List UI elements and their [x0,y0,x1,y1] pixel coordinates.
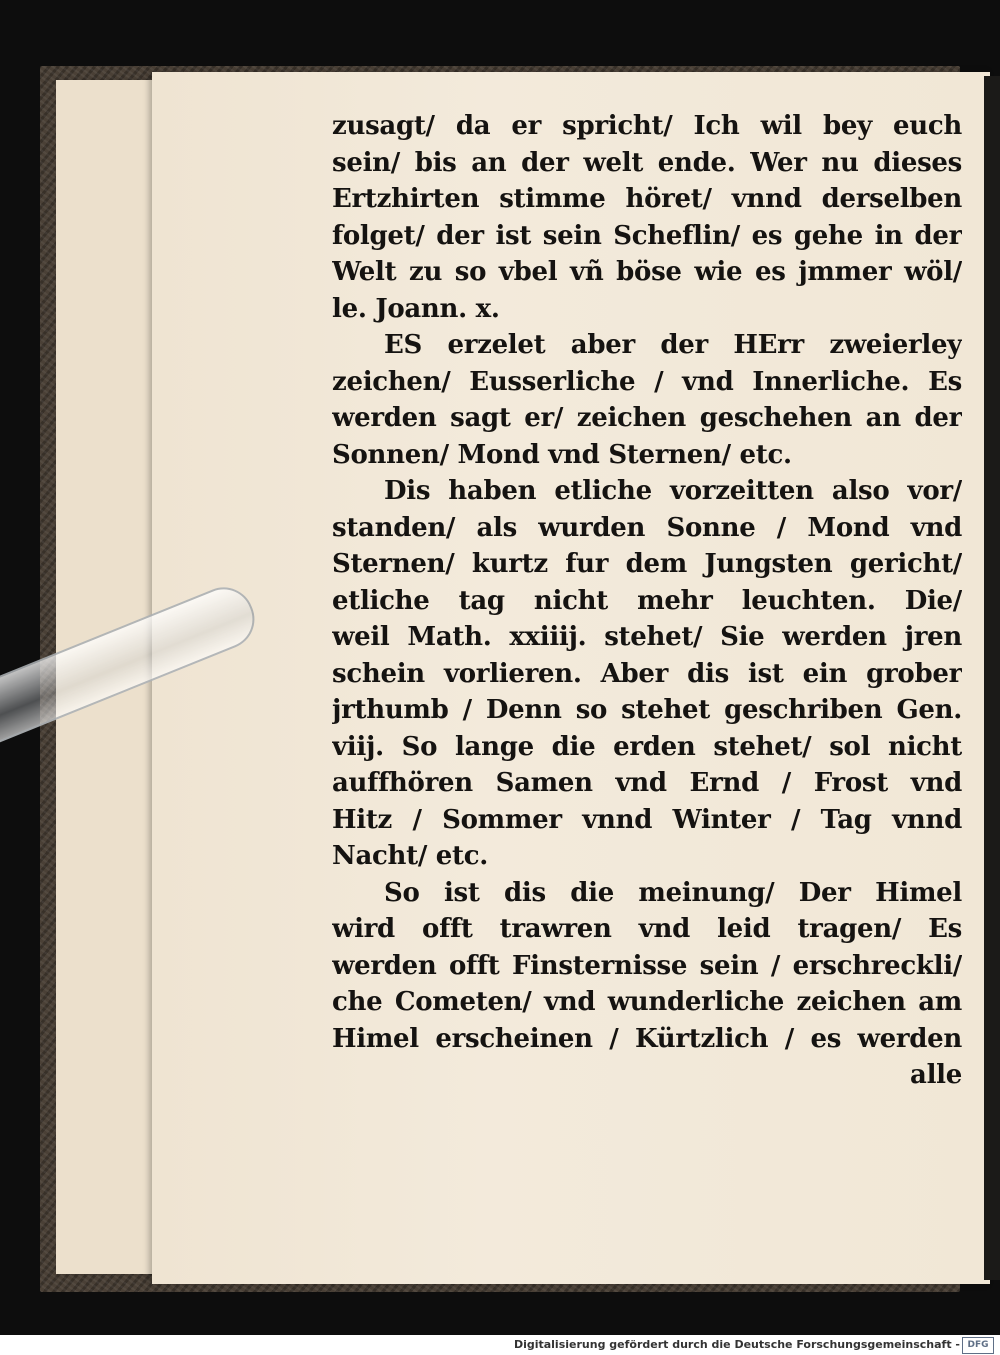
text-line: che Cometen/ vnd wunderliche zeichen am [332,987,962,1017]
catchword: alle [910,1060,962,1090]
text-line: So ist dis die meinung/ Der Himel [384,877,962,908]
text-line: Himel erscheinen / Kürtzlich / es werden [332,1023,962,1054]
text-line: zeichen/ Eusserliche / vnd Innerliche. Es [332,366,962,397]
dfg-logo-icon: DFG [962,1337,994,1354]
text-line: Sternen/ kurtz fur dem Jungsten gericht/ [332,549,962,579]
text-line: Welt zu so vbel vñ böse wie es jmmer wöl/ [332,257,962,287]
text-line: folget/ der ist sein Scheflin/ es gehe in der [332,220,962,251]
page-text [332,108,962,1094]
text-line: Dis haben etliche vorzeitten also vor/ [384,476,962,506]
text-line: werden sagt er/ zeichen geschehen an der [332,403,962,433]
funding-credit: Digitalisierung gefördert durch die Deutsche Forschungsgemeinschaft - [513,1338,960,1351]
text-line: jrthumb / Denn so stehet geschriben Gen. [332,695,962,725]
text-line: Nacht/ etc. [332,841,489,871]
text-line: viij. So lange die erden stehet/ sol nicht [332,731,962,762]
text-line: schein vorlieren. Aber dis ist ein grober [332,658,962,689]
text-line: Ertzhirten stimme höret/ vnnd derselben [332,184,962,214]
text-line: ES erzelet aber der HErr zweierley [384,330,962,360]
text-line: weil Math. xxiiij. stehet/ Sie werden jren [332,622,962,652]
text-line: werden offt Finsternisse sein / erschreckli/ [332,950,962,981]
text-line: sein/ bis an der welt ende. Wer nu dieses [332,147,962,178]
text-line: wird offt trawren vnd leid tragen/ Es [332,914,962,944]
text-line: etliche tag nicht mehr leuchten. Die/ [332,585,962,616]
text-line: zusagt/ da er spricht/ Ich wil bey euch [332,111,962,141]
text-line: le. Joann. x. [332,293,500,324]
text-line: Sonnen/ Mond vnd Sternen/ etc. [332,439,792,470]
footer-bar [0,1336,1000,1355]
page-edge [984,76,1000,1280]
text-line: Hitz / Sommer vnnd Winter / Tag vnnd [332,804,962,835]
text-line: standen/ als wurden Sonne / Mond vnd [332,512,962,543]
text-line: auffhören Samen vnd Ernd / Frost vnd [332,768,962,798]
